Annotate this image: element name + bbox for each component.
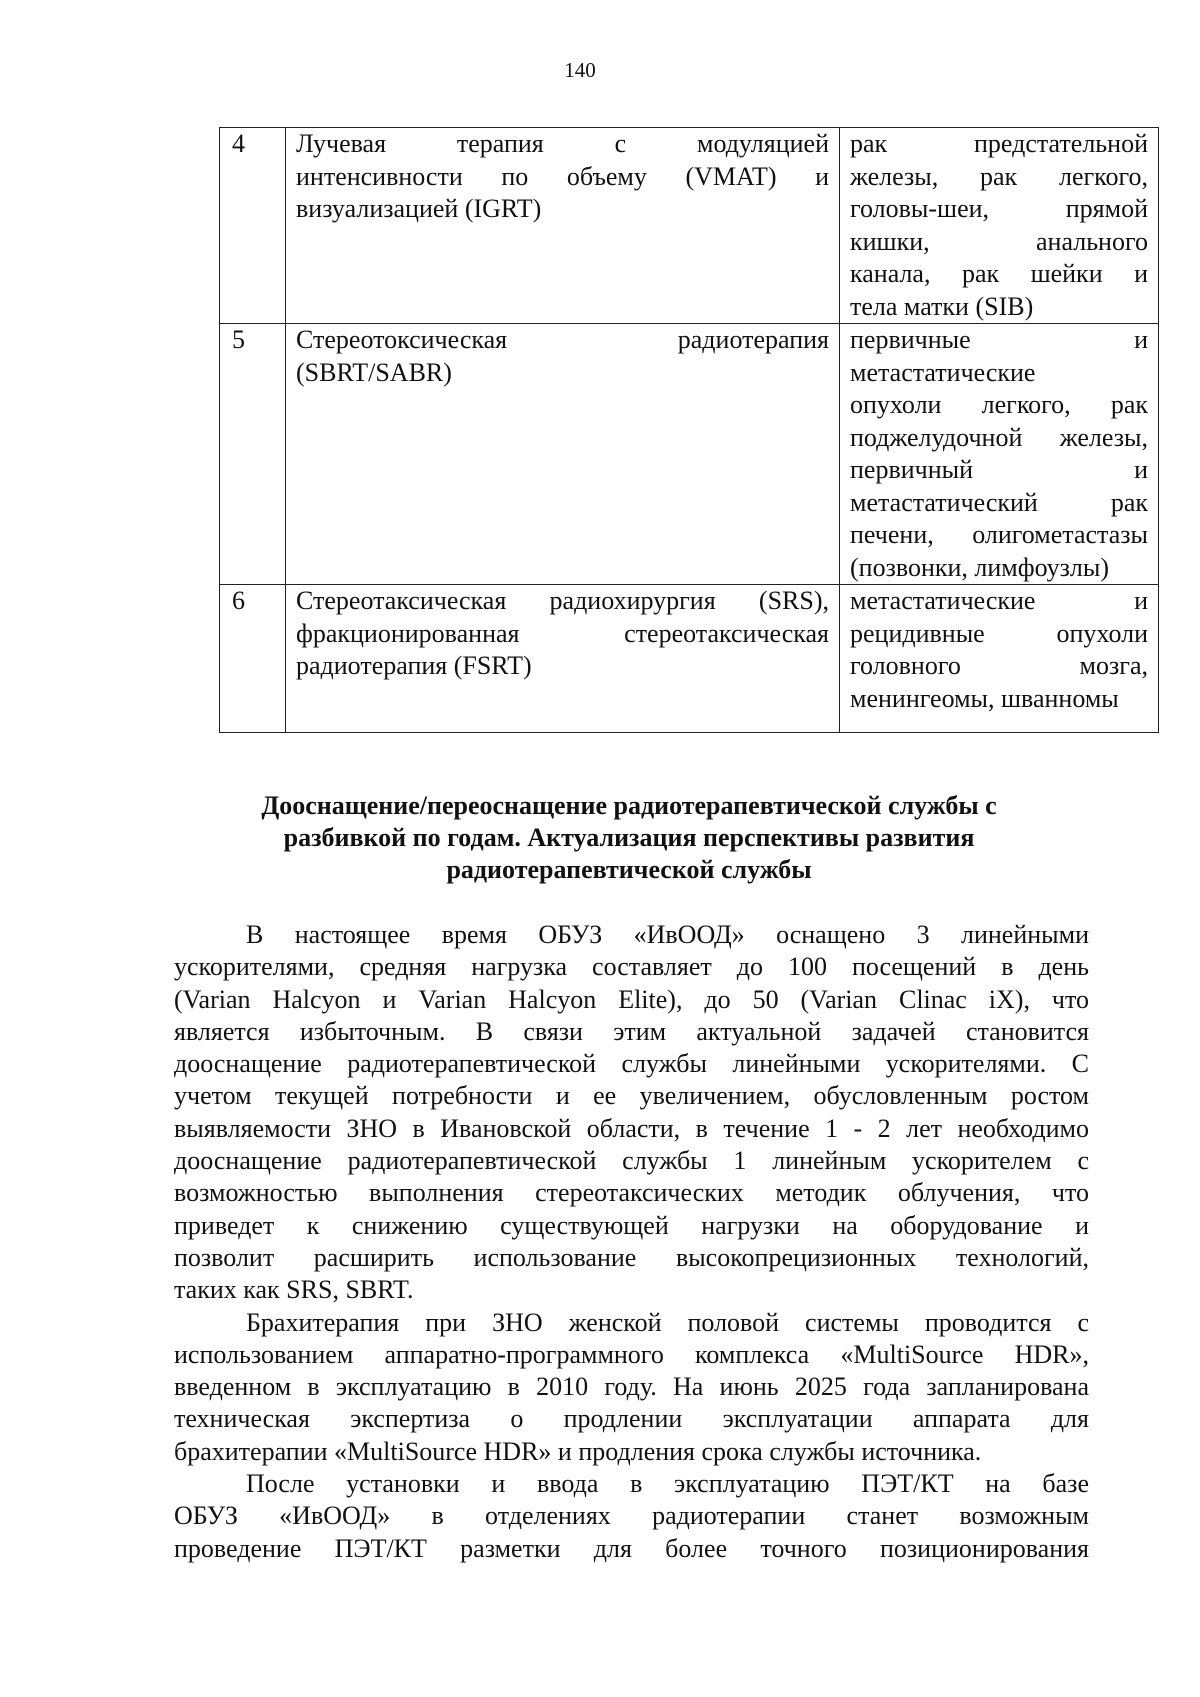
row-number: 6 xyxy=(220,585,286,733)
indication-cell-line: менингеомы, шванномы xyxy=(850,683,1119,713)
indication-cell-line: головного мозга, xyxy=(850,651,1148,680)
method-cell-line: Стереотаксическая радиохирургия (SRS), xyxy=(296,586,829,615)
indication-cell xyxy=(840,324,1159,585)
method-cell xyxy=(286,128,840,324)
paragraph-line: возможностью выполнения стереотаксических методик облучения, что xyxy=(174,1178,1089,1208)
indication-cell-line: печени, олигометастазы xyxy=(850,520,1148,549)
row-number: 4 xyxy=(220,128,286,324)
paragraph xyxy=(174,919,1089,1307)
indication-cell-line: головы-шеи, прямой xyxy=(850,194,1148,223)
indication-cell-line: метастатические и xyxy=(850,586,1148,615)
indication-cell xyxy=(840,585,1159,733)
paragraph-line: ускорителями, средняя нагрузка составляет до 100 посещений в день xyxy=(174,952,1089,982)
paragraph-line: дооснащение радиотерапевтической службы линейными ускорителями. С xyxy=(174,1049,1089,1079)
heading-line: разбивкой по годам. Актуализация перспективы развития xyxy=(283,823,975,852)
method-cell-line: интенсивности по объему (VMAT) и xyxy=(296,161,829,191)
table-row xyxy=(220,324,1159,585)
table-body xyxy=(220,128,1159,733)
paragraph-line: использованием аппаратно-программного комплекса «MultiSource HDR», xyxy=(174,1339,1089,1369)
table-row xyxy=(220,585,1159,733)
heading-line: радиотерапевтической службы xyxy=(446,855,812,884)
indication-cell xyxy=(840,128,1159,324)
paragraph xyxy=(174,1307,1089,1468)
section-body xyxy=(174,919,1089,1565)
paragraph-line: брахитерапии «MultiSource HDR» и продления срока службы источника. xyxy=(174,1436,982,1466)
table-row xyxy=(220,128,1159,324)
indication-cell-line: рецидивные опухоли xyxy=(850,618,1148,648)
indication-cell-line: (позвонки, лимфоузлы) xyxy=(850,552,1109,582)
method-cell-line: радиотерапия (FSRT) xyxy=(296,651,532,680)
indication-cell-line: первичные и xyxy=(850,325,1148,354)
method-cell xyxy=(286,585,840,733)
method-cell-line: Лучевая терапия с модуляцией xyxy=(296,129,829,158)
paragraph-line: является избыточным. В связи этим актуальной задачей становится xyxy=(174,1016,1089,1046)
paragraph-line: Брахитерапия при ЗНО женской половой системы проводится с xyxy=(246,1307,1089,1337)
paragraph-line: проведение ПЭТ/КТ разметки для более точного позиционирования xyxy=(174,1533,1089,1563)
method-cell-line: Стереотоксическая радиотерапия xyxy=(296,325,829,354)
paragraph-line: ОБУЗ «ИвООД» в отделениях радиотерапии станет возможным xyxy=(174,1501,1089,1531)
radiotherapy-methods-table xyxy=(219,127,1159,733)
indication-cell-line: опухоли легкого, рак xyxy=(850,390,1148,419)
paragraph-line: техническая экспертиза о продлении эксплуатации аппарата для xyxy=(174,1404,1089,1434)
method-cell-line: фракционированная стереотаксическая xyxy=(296,618,829,648)
paragraph-line: дооснащение радиотерапевтической службы 1 линейным ускорителем с xyxy=(174,1146,1089,1176)
indication-cell-line: рак предстательной xyxy=(850,129,1148,158)
indication-cell-line: тела матки (SIB) xyxy=(850,291,1034,321)
paragraph xyxy=(174,1468,1089,1565)
indication-cell-line: метастатический рак xyxy=(850,487,1148,517)
paragraph-line: После установки и ввода в эксплуатацию ПЭТ/КТ на базе xyxy=(246,1469,1089,1499)
method-cell xyxy=(286,324,840,585)
row-number: 5 xyxy=(220,324,286,585)
indication-cell-line: поджелудочной железы, xyxy=(850,422,1148,452)
heading-line: Дооснащение/переоснащение радиотерапевтической службы с xyxy=(261,791,997,820)
paragraph-line: (Varian Halcyon и Varian Halcyon Elite), до 50 (Varian Clinac iX), что xyxy=(174,984,1089,1014)
indication-cell-line: железы, рак легкого, xyxy=(850,161,1148,191)
paragraph-line: выявляемости ЗНО в Ивановской области, в течение 1 - 2 лет необходимо xyxy=(174,1113,1089,1143)
paragraph-line: В настоящее время ОБУЗ «ИвООД» оснащено 3 линейными xyxy=(246,920,1089,949)
indication-cell-line: метастатические xyxy=(850,357,1036,387)
paragraph-line: позволит расширить использование высокопрецизионных технологий, xyxy=(174,1242,1089,1272)
page-number: 140 xyxy=(564,58,596,82)
paragraph-line: приведет к снижению существующей нагрузки на оборудование и xyxy=(174,1210,1089,1240)
method-cell-line: визуализацией (IGRT) xyxy=(296,194,542,223)
indication-cell-line: канала, рак шейки и xyxy=(850,259,1148,288)
paragraph-line: введенном в эксплуатацию в 2010 году. На июнь 2025 года запланирована xyxy=(174,1372,1089,1402)
section-heading xyxy=(174,790,1084,886)
indication-cell-line: первичный и xyxy=(850,455,1148,484)
paragraph-line: таких как SRS, SBRT. xyxy=(174,1275,414,1305)
paragraph-line: учетом текущей потребности и ее увеличением, обусловленным ростом xyxy=(174,1081,1089,1111)
method-cell-line: (SBRT/SABR) xyxy=(296,357,452,387)
indication-cell-line: кишки, анального xyxy=(850,226,1148,256)
